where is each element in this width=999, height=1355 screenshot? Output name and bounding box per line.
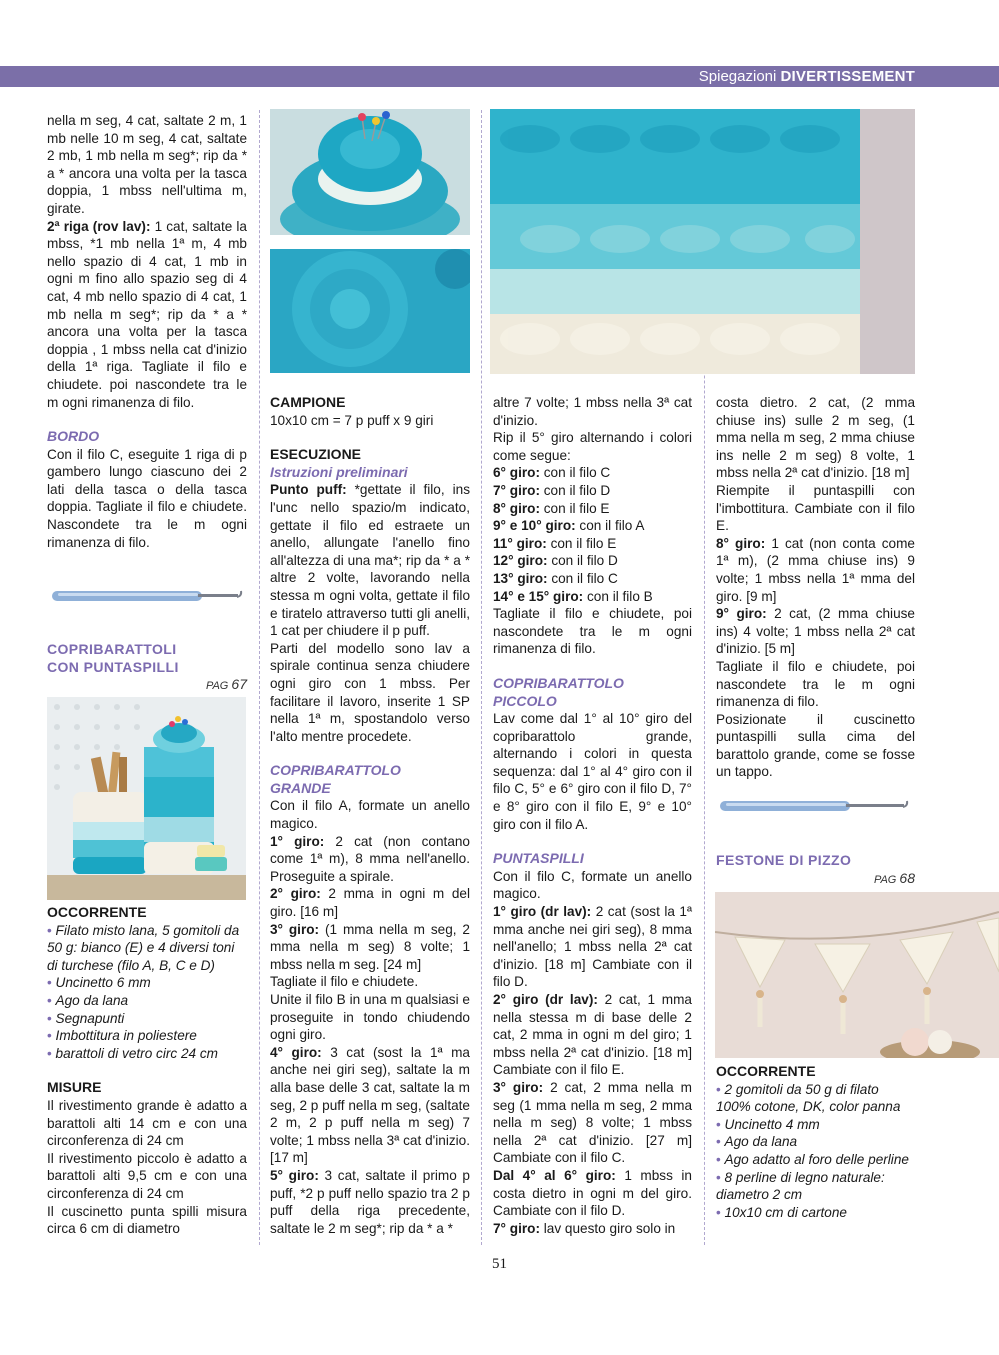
occorrente-item: • 10x10 cm di cartone (716, 1204, 847, 1220)
project-title (47, 641, 247, 676)
pag-label: PAG (205, 680, 229, 693)
pin-round-3: 3° giro: 2 cat, 2 mma nella m seg (1 mma nella m seg, 2 mma nella m seg) 8 volte; 1 mbss nella 2ª cat d'inizio. [27 m] Cambiate con il filo C. (493, 1079, 692, 1166)
pin-round-2: 2° giro (dr lav): 2 cat, 1 mma nella stessa m di base delle 2 cat, 2 mma in ogni m del giro; 1 mbss nella 2ª cat d'inizio. [18 m] Cambiate con il filo E. (493, 992, 692, 1078)
misure-line: Il cuscinetto punta spilli misura circa 6 cm di diametro (47, 1203, 247, 1237)
column-divider (481, 110, 482, 1245)
misure-line: Il rivestimento piccolo è adatto a barattoli alti 9,5 cm e con una circonferenza di 24 cm (47, 1150, 247, 1201)
occorrente-item: • barattoli di vetro circ 24 cm (47, 1045, 218, 1061)
header-prefix: Spiegazioni (698, 68, 777, 85)
column-1-materials (47, 904, 247, 1238)
occorrente-item: • 2 gomitoli da 50 g di filato 100% cotone, DK, color panna (716, 1081, 901, 1115)
jars-photo (47, 697, 246, 900)
column-1 (47, 112, 247, 551)
color-round: 8° giro: con il filo E (493, 500, 610, 516)
misure-title: MISURE (47, 1079, 102, 1096)
crochet-hook-illustration (48, 585, 244, 607)
puff-paragraph: Punto puff: *gettate il filo, ins l'unc nello spazio/m indicato, gettate il filo ed estraete un anello, allungate l'anello fino all'altezza di una ma*; rip da * a * altre 2 volte, lavorando nella stessa m ogni volta, gettate il filo e tiratelo attraverso tutti gli anelli, 1 cat per chiudere il p puff. (270, 482, 470, 639)
column-2 (270, 394, 470, 1237)
intro-paragraph: nella m seg, 4 cat, saltate 2 m, 1 mb nelle 10 m seg, 4 cat, saltate 2 mb, 1 mb nella m seg*; rip da * a * ancora una volta per la tasca doppia, 1 mbss nell'ultima m, girate. (47, 113, 247, 216)
column-4-materials (716, 1063, 915, 1221)
puff-stitch-closeup-photo (490, 109, 915, 374)
occorrente-item: • Uncinetto 6 mm (47, 975, 151, 991)
occorrente-title: OCCORRENTE (47, 904, 147, 920)
round-1: 1° giro: 2 cat (non contano come 1ª m), 8 mma nell'anello. Proseguite a spirale. (270, 833, 470, 884)
color-round: 11° giro: con il filo E (493, 535, 617, 551)
color-round: 9° e 10° giro: con il filo A (493, 518, 645, 534)
color-round: 6° giro: con il filo C (493, 465, 611, 481)
riga2-text: 1 cat, saltate la mbss, *1 mb nella 1ª m, 4 mb nello spazio di 4 cat, 1 mb in ogni m fino allo spazio seg di 4 cat, 4 mb nello spazio di 4 cat, 1 mb nella m seg*; rip da * a * ancora una volta per la tasca doppia , 1 mbss nella cat d'inizio della 1ª riga. Tagliate il filo e chiudete. poi nascondete tra le m ogni rimanenza di filo. (47, 218, 247, 410)
riga2-label: 2ª riga (rov lav): (47, 218, 151, 234)
color-round: 13° giro: con il filo C (493, 570, 618, 586)
unite-text: Unite il filo B in una m qualsiasi e proseguite in tondo chiudendo ogni giro. (270, 992, 470, 1043)
column-1-project (47, 641, 247, 696)
project-title-line-2: CON PUNTASPILLI (47, 658, 179, 675)
continued-text: altre 7 volte; 1 mbss nella 3ª cat d'inizio. (493, 395, 692, 428)
occorrente-item: • Ago da lana (716, 1134, 798, 1150)
festone-title: FESTONE DI PIZZO (716, 852, 852, 868)
bordo-title: BORDO (47, 428, 100, 445)
riempite-text: Riempite il puntaspilli con l'imbottitura. Cambiate con il filo E. (716, 482, 915, 534)
page-reference (47, 676, 247, 696)
section-header-bar (0, 66, 999, 87)
misure-line: Il rivestimento grande è adatto a barattoli alti 14 cm e con una circonferenza di 24 cm (47, 1097, 247, 1149)
column-4 (716, 394, 915, 781)
round-5: 5° giro: 3 cat, saltate il primo p puff, *2 p puff nello spazio tra 2 p puff della riga precedente, saltate le 2 m seg*; rip da * a * (270, 1167, 470, 1236)
piccolo-title: COPRIBARATTOLO PICCOLO (493, 674, 624, 709)
tagliate-text: Tagliate il filo e chiudete, poi nascondete tra le m ogni rimanenza di filo. (493, 606, 692, 657)
tagliate-text: Tagliate il filo e chiudete, poi nascondete tra le m ogni rimanenza di filo. (716, 658, 915, 710)
occorrente-item: • Ago adatto al foro delle perline (716, 1151, 909, 1167)
puntaspilli-intro: Con il filo C, formate un anello magico. (493, 868, 692, 902)
crochet-hook-illustration (716, 795, 912, 817)
occorrente-item: • Uncinetto 4 mm (716, 1116, 820, 1132)
project-title-line-1: COPRIBARATTOLI (47, 641, 177, 657)
campione-title: CAMPIONE (270, 394, 346, 410)
column-4-project (716, 852, 915, 889)
occorrente-item: • Filato misto lana, 5 gomitoli da 50 g: bianco (E) e 4 diversi toni di turchese (filo A, B, C e D) (47, 922, 240, 973)
pin-round-7: 7° giro: lav questo giro solo in (493, 1220, 676, 1236)
riga2-paragraph (47, 218, 247, 412)
round-4: 4° giro: 3 cat (sost la 1ª ma anche nei giri seg), saltate la m alla base delle 3 cat, saltate la m seg, 2 p puff nella m seg, (saltate 2 m, 2 p puff nella m seg) 7 volte; 1 mbss nella 3ª cat d'inizio. [17 m] (270, 1044, 470, 1166)
occorrente-item: • Ago da lana (47, 992, 129, 1008)
color-round: 14° e 15° giro: con il filo B (493, 588, 653, 604)
continued-text: costa dietro. 2 cat, (2 mma chiuse ins) sulle 2 m seg, (1 mma nella m seg, 2 mma chiuse ins nelle 2 m seg) 8 volte, 1 mbss nella 2ª cat d'inizio. [18 m] (716, 395, 915, 481)
color-round: 7° giro: con il filo D (493, 482, 611, 498)
crochet-circle-photo (270, 249, 470, 373)
occorrente-item: • 8 perline di legno naturale: diametro 2 cm (716, 1169, 885, 1203)
column-3 (493, 394, 692, 1237)
column-divider (259, 110, 260, 1245)
pin-round-4-6: Dal 4° al 6° giro: 1 mbss in costa dietro in ogni m del giro. Cambiate con il filo D. (493, 1167, 692, 1219)
lace-bunting-photo (715, 892, 999, 1058)
occorrente-item: • Imbottitura in poliestere (47, 1028, 197, 1044)
posizionate-text: Posizionate il cuscinetto puntaspilli sulla cima del barattolo grande, come se fosse un tappo. (716, 711, 915, 780)
parti-paragraph: Parti del modello sono lav a spirale continua senza chiudere ogni giro con 1 mbss. Per facilitare il lavoro, inserite 1 SP nella 1ª m, spostandolo verso l'alto mentre procedete. (270, 640, 470, 744)
istruzioni-title: Istruzioni preliminari (270, 463, 408, 480)
pin-round-9: 9° giro: 2 cat, (2 mma chiuse ins) 4 volte; 1 mbss nella 2ª cat d'inizio. [5 m] (716, 606, 915, 657)
round-3: 3° giro: (1 mma nella m seg, 2 mma nella m seg) 8 volte; 1 mbss nella m seg. [24 m] (270, 921, 470, 972)
taglia-text: Tagliate il filo e chiudete. (270, 974, 419, 990)
color-round: 12° giro: con il filo D (493, 553, 618, 569)
pincushion-top-photo (270, 109, 470, 235)
rip-text: Rip il 5° giro alternando i colori come segue: (493, 430, 692, 463)
pin-round-1: 1° giro (dr lav): 2 cat (sost la 1ª mma anche nei giri seg), 8 mma nell'anello; 1 mbss nella 2ª cat d'inizio. [18 m] Cambiate con il filo D. (493, 904, 692, 990)
grande-intro: Con il filo A, formate un anello magico. (270, 798, 470, 832)
header-title: DIVERTISSEMENT (780, 68, 915, 85)
pin-round-8: 8° giro: 1 cat (non conta come 1ª m), (2 mma chiuse ins) 9 volte; 1 mbss nella 1ª mma del giro. [9 m] (716, 535, 915, 604)
section-header (699, 66, 915, 87)
page-reference: PAG 68 (873, 869, 915, 886)
puntaspilli-title: PUNTASPILLI (493, 850, 584, 867)
pag-number: 67 (231, 676, 247, 693)
esecuzione-title: ESECUZIONE (270, 446, 362, 463)
piccolo-text: Lav come dal 1° al 10° giro del copribarattolo grande, alternando i colori in questa sequenza: dal 1° al 4° giro con il filo C, 5° e 6° giro con il filo D, 7° e 8° giro con il filo E, 9° e 10° giro con il filo A. (493, 711, 692, 832)
round-2: 2° giro: 2 mma in ogni m del giro. [16 m] (270, 886, 470, 920)
bordo-text: Con il filo C, eseguite 1 riga di p gambero lungo ciascuno dei 2 lati della tasca o della tasca doppia. Tagliate il filo e chiudete. Nascondete tra le m ogni rimanenza di filo. (47, 446, 247, 550)
puff-label: Punto puff: (270, 482, 347, 498)
campione-text: 10x10 cm = 7 p puff x 9 giri (270, 412, 434, 428)
page-number: 51 (492, 1256, 507, 1272)
occorrente-title: OCCORRENTE (716, 1063, 816, 1079)
grande-title: COPRIBARATTOLO GRANDE (270, 762, 401, 796)
occorrente-item: • Segnapunti (47, 1010, 125, 1026)
